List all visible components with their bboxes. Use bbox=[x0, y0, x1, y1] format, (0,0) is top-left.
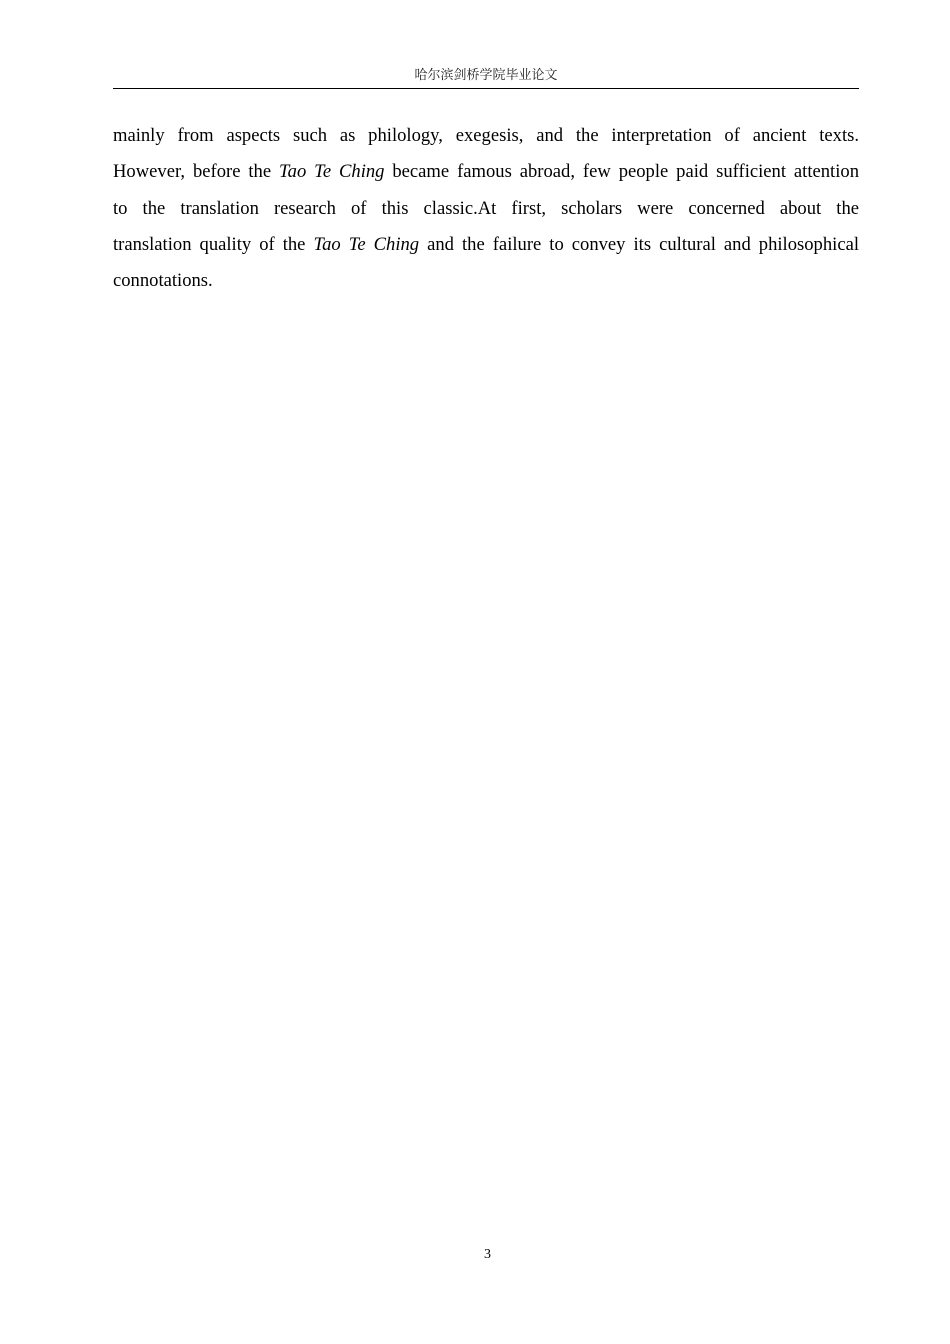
line-text: connotations. bbox=[113, 270, 213, 292]
page-number: 3 bbox=[484, 1247, 491, 1262]
paragraph-line bbox=[113, 191, 859, 227]
paragraph-line bbox=[113, 118, 859, 154]
line-text: translation quality of the bbox=[113, 233, 314, 255]
running-header bbox=[113, 66, 859, 89]
paragraph-line bbox=[113, 227, 859, 263]
header-title: 哈尔滨剑桥学院毕业论文 bbox=[414, 68, 558, 83]
line-text: However, before the bbox=[113, 161, 280, 183]
line-text: mainly from aspects such as philology, exegesis, and the interpretation of ancient texts. bbox=[113, 125, 859, 146]
book-title-italic: Tao Te Ching bbox=[313, 233, 420, 255]
line-text: became famous abroad, few people paid sufficient attention bbox=[384, 161, 859, 183]
book-title-italic: Tao Te Ching bbox=[279, 161, 385, 183]
paragraph-line bbox=[113, 263, 859, 299]
line-text: and the failure to convey its cultural and philosophical bbox=[419, 233, 859, 255]
body-paragraph bbox=[113, 118, 859, 299]
paragraph-line bbox=[113, 154, 859, 190]
line-text: to the translation research of this classic.At first, scholars were concerned about the bbox=[113, 197, 859, 219]
